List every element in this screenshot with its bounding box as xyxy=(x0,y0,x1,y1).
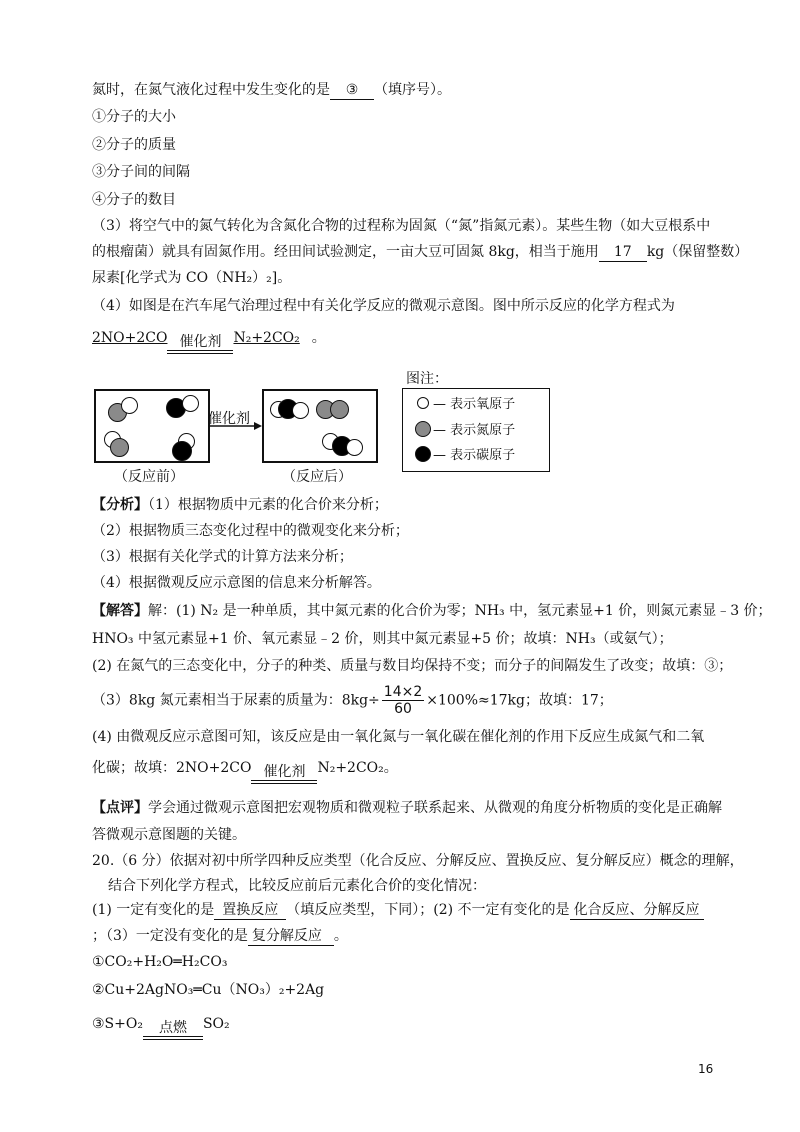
text: 学会通过微观示意图把宏观物质和微观粒子联系起来、从微观的角度分析物质的变化是正确解 xyxy=(148,800,722,816)
answer-blank: 化合反应、分解反应 xyxy=(570,901,704,920)
text: （1）根据物质中元素的化合价来分析； xyxy=(148,497,388,513)
answer-blank: ③ xyxy=(330,81,374,100)
oxygen-icon xyxy=(417,397,429,409)
oxygen-atom xyxy=(346,439,363,456)
oxygen-atom xyxy=(182,395,199,412)
text: 化碳；故填：2NO+2CO xyxy=(92,760,252,776)
oxygen-atom xyxy=(121,397,138,414)
q4-line-1: （4）如图是在汽车尾气治理过程中有关化学反应的微观示意图。图中所示反应的化学方程式为 xyxy=(92,298,675,314)
comment-heading: 【点评】 xyxy=(92,800,148,816)
reaction-arrow xyxy=(206,420,264,432)
option-2: ②分子的质量 xyxy=(92,137,176,153)
equation-left: 2NO+2CO xyxy=(92,330,168,346)
after-label: （反应后） xyxy=(282,469,352,485)
arrow-label: 催化剂 xyxy=(208,411,250,427)
carbon-icon xyxy=(415,446,431,462)
text: (1) 一定有变化的是 xyxy=(92,902,215,918)
text: （填反应类型，下同）；(2) 不一定有变化的是 xyxy=(286,902,570,918)
carbon-atom xyxy=(172,441,192,461)
text: 的根瘤菌）就具有固氮作用。经田间试验测定，一亩大豆可固氮 8kg，相当于施用 xyxy=(92,244,599,260)
answer-line-5: (4) 由微观反应示意图可知，该反应是由一氧化氮与一氧化碳在催化剂的作用下反应生成氮气和二氧 xyxy=(92,729,705,745)
answer-heading: 【解答】 xyxy=(92,603,148,619)
equation-1: ①CO₂+H₂O═H₂CO₃ xyxy=(92,954,228,970)
equation-left: ③S+O₂ xyxy=(92,1016,143,1032)
before-box xyxy=(94,389,210,463)
catalyst-sign xyxy=(167,335,233,354)
analysis-line-4: （4）根据微观反应示意图的信息来分析解答。 xyxy=(92,575,381,591)
analysis-line-2: （2）根据物质三态变化过程中的微观变化来分析； xyxy=(92,523,409,539)
numerator: 14×2 xyxy=(383,684,423,700)
equation-3 xyxy=(92,1014,230,1040)
answer-line-2: HNO₃ 中氢元素显+1 价、氧元素显﹣2 价，则其中氮元素显+5 价；故填：NH₃（或氨气）； xyxy=(92,631,673,647)
legend-oxygen: — 表示氧原子 xyxy=(433,397,516,412)
legend-box xyxy=(402,388,550,472)
text: 。 xyxy=(311,330,326,346)
catalyst-sign xyxy=(251,765,317,784)
answer-line-6 xyxy=(92,758,398,784)
equals-bar xyxy=(251,780,317,784)
q3-line-2 xyxy=(92,242,748,262)
analysis-line-1 xyxy=(92,495,388,515)
answer-line-4 xyxy=(92,684,613,717)
oxygen-atom xyxy=(292,402,309,419)
q3-line-3: 尿素[化学式为 CO（NH₂）₂]。 xyxy=(92,270,292,286)
comment-line-2: 答微观示意图题的关键。 xyxy=(92,827,246,843)
after-box xyxy=(262,389,378,463)
text: （填序号）。 xyxy=(374,82,451,98)
option-3: ③分子间的间隔 xyxy=(92,164,190,180)
analysis-heading: 【分析】 xyxy=(92,497,148,513)
question-line xyxy=(92,80,451,100)
q20-line-4 xyxy=(92,926,348,946)
condition-label: 点燃 xyxy=(158,1020,187,1036)
answer-line-3: (2) 在氮气的三态变化中，分子的种类、质量与数目均保持不变；而分子的间隔发生了改变；故填：③； xyxy=(92,658,733,674)
equals-bar xyxy=(143,1036,203,1040)
denominator: 60 xyxy=(394,701,412,717)
text: ×100%≈17kg；故填：17； xyxy=(426,692,613,709)
q3-line-1: （3）将空气中的氮气转化为含氮化合物的过程称为固氮（“氮”指氮元素）。某些生物（如大豆根系中 xyxy=(92,218,711,234)
answer-blank: 置换反应 xyxy=(214,901,286,920)
nitrogen-icon xyxy=(415,421,431,437)
text: 氮时，在氮气液化过程中发生变化的是 xyxy=(92,82,330,98)
text: 解：(1) N₂ 是一种单质，其中氮元素的化合价为零；NH₃ 中，氢元素显+1 价，则氮元素显﹣3 价； xyxy=(148,603,772,619)
text: kg（保留整数） xyxy=(646,244,749,260)
answer-blank: 17 xyxy=(599,243,647,262)
page-number: 16 xyxy=(698,1062,714,1076)
legend-title: 图注： xyxy=(406,371,448,387)
option-1: ①分子的大小 xyxy=(92,109,176,125)
comment-line-1 xyxy=(92,798,722,818)
before-label: （反应前） xyxy=(114,469,184,485)
legend-carbon: — 表示碳原子 xyxy=(433,448,516,463)
text: 。 xyxy=(333,928,348,944)
nitrogen-atom xyxy=(110,438,129,457)
q4-equation xyxy=(92,328,326,354)
q20-line-3 xyxy=(92,900,704,920)
q20-line-2: 结合下列化学方程式，比较反应前后元素化合价的变化情况： xyxy=(108,878,486,894)
answer-blank: 复分解反应 xyxy=(248,927,334,946)
legend-nitrogen: — 表示氮原子 xyxy=(433,423,516,438)
nitrogen-atom xyxy=(330,400,349,419)
equation-right: N₂+2CO₂ xyxy=(233,330,300,346)
catalyst-label: 催化剂 xyxy=(263,764,306,780)
analysis-line-3: （3）根据有关化学式的计算方法来分析； xyxy=(92,549,353,565)
q20-line-1: 20.（6 分）依据对初中所学四种反应类型（化合反应、分解反应、置换反应、复分解反应）概念的理解， xyxy=(92,853,744,869)
equation-2: ②Cu+2AgNO₃═Cu（NO₃）₂+2Ag xyxy=(92,982,325,998)
equation-right: SO₂ xyxy=(202,1016,230,1032)
ignite-sign xyxy=(143,1021,203,1040)
option-4: ④分子的数目 xyxy=(92,192,176,208)
fraction xyxy=(382,684,424,717)
answer-line-1 xyxy=(92,601,772,621)
catalyst-label: 催化剂 xyxy=(179,334,222,350)
equals-bar xyxy=(167,350,233,354)
text: N₂+2CO₂。 xyxy=(317,760,398,776)
text: ；（3）一定没有变化的是 xyxy=(92,928,248,944)
text: （3）8kg 氮元素相当于尿素的质量为：8kg÷ xyxy=(92,692,380,709)
